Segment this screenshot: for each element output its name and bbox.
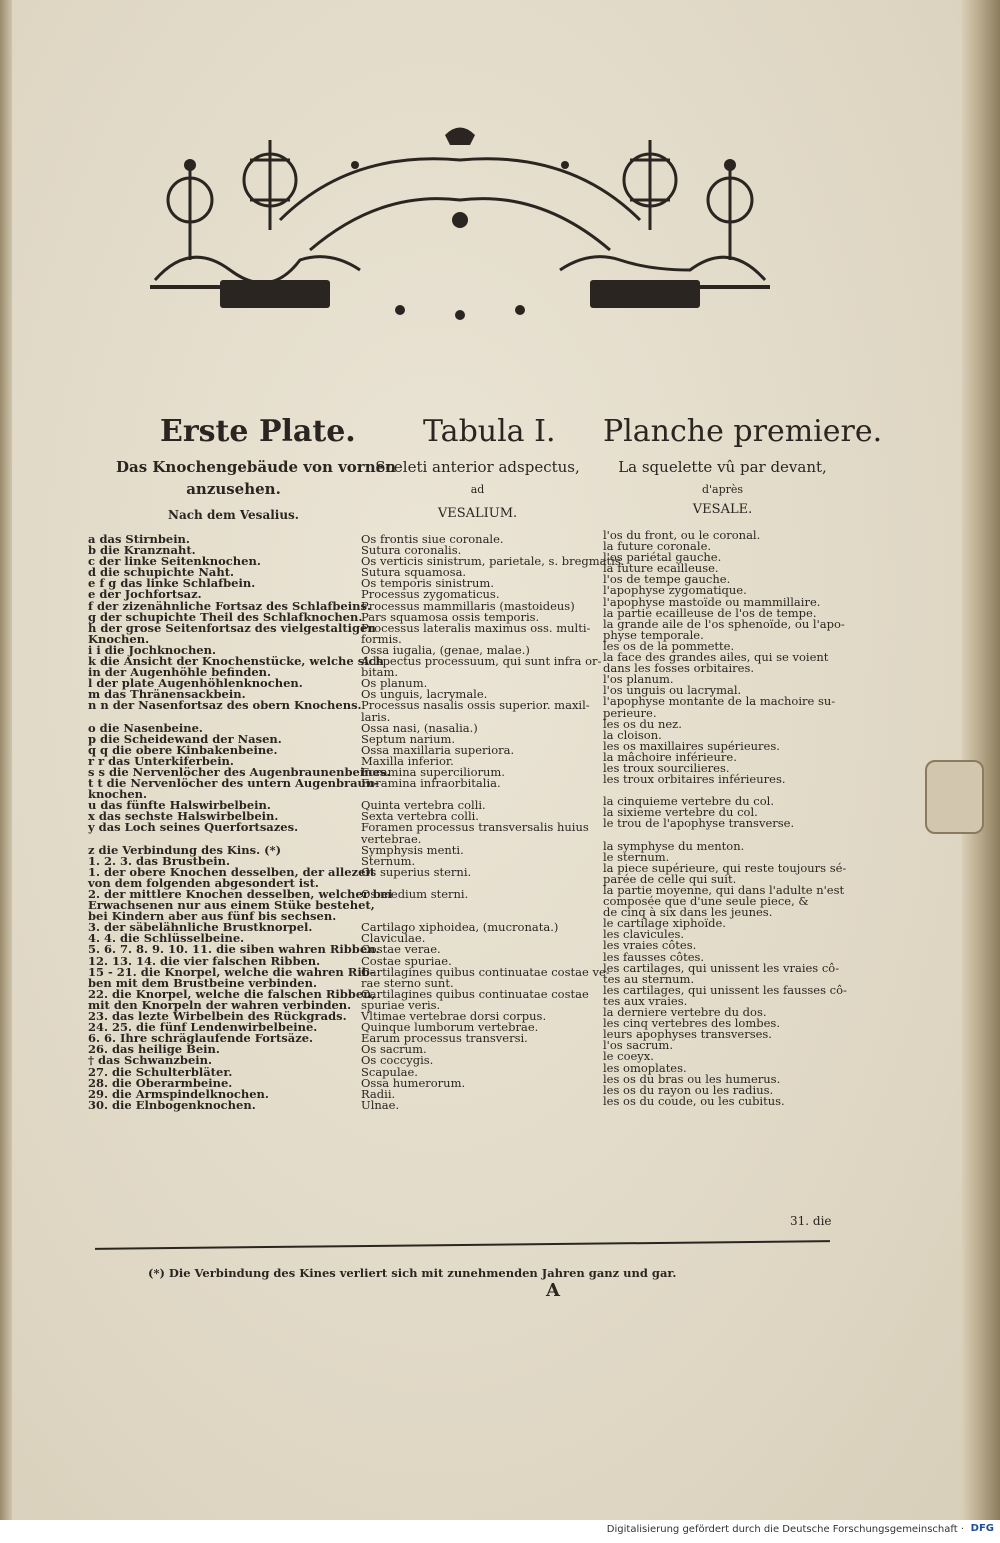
funding-credit: Digitalisierung gefördert durch die Deutsche Forschungsgemeinschaft · <box>606 1524 964 1535</box>
german-entry: z die Verbindung des Kins. (*) <box>88 842 282 857</box>
french-entry: la face des grandes ailes, qui se voient <box>603 650 829 665</box>
footnote: (*) Die Verbindung des Kines verliert sich mit zunehmenden Jahren ganz und gar. <box>148 1266 677 1280</box>
german-entry: Erwachsenen nur aus einem Stüke bestehet, <box>88 898 375 913</box>
latin-subtitle-2: ad <box>470 483 485 496</box>
french-entry: l'os du front, ou le coronal. <box>603 528 761 542</box>
latin-entry: laris. <box>361 709 391 724</box>
latin-entry: Foramen processus transversalis huius <box>361 820 589 835</box>
german-entry: k die Ansicht der Knochenstücke, welche sich <box>88 654 384 669</box>
french-entry: tes aux vraies. <box>603 993 688 1008</box>
latin-entry: Ossa maxillaria superiora. <box>361 742 515 757</box>
french-entry: leurs apophyses transverses. <box>603 1027 772 1042</box>
latin-entry: Cartilagines quibus continuatae costae ve- <box>361 964 610 979</box>
latin-entry: Cartilagines quibus continuatae costae <box>361 986 589 1001</box>
french-entry: la cinquieme vertebre du col. <box>603 794 775 809</box>
french-entry: l'os de tempe gauche. <box>603 572 731 587</box>
german-entry: i i die Jochknochen. <box>88 642 216 657</box>
latin-entry: Sexta vertebra colli. <box>361 809 479 824</box>
french-entry: les os de la pommette. <box>603 638 735 653</box>
german-subtitle-1: Das Knochengebäude von vornen <box>116 458 397 476</box>
latin-entry: Os sacrum. <box>361 1042 427 1057</box>
latin-entry: Costae spuriae. <box>361 953 452 968</box>
french-entry: les vraies côtes. <box>603 938 697 953</box>
french-entry: le cartilage xiphoïde. <box>603 916 726 931</box>
french-entry: les os maxillaires supérieures. <box>603 738 780 753</box>
french-entry: les clavicules. <box>603 927 685 942</box>
latin-entry: Quinta vertebra colli. <box>361 798 486 813</box>
latin-entry: Processus zygomaticus. <box>361 587 500 602</box>
french-entry: le trou de l'apophyse transverse. <box>603 816 795 831</box>
latin-entry: Os unguis, lacrymale. <box>361 687 488 702</box>
german-entry: 29. die Armspindelknochen. <box>88 1086 269 1101</box>
german-entry: mit den Knorpeln der wahren verbinden. <box>88 997 352 1012</box>
german-entry: 1. 2. 3. das Brustbein. <box>88 853 231 868</box>
latin-entry: Claviculae. <box>361 931 426 946</box>
latin-entry: Sternum. <box>361 853 416 868</box>
german-entry: 6. 6. Ihre schräglaufende Fortsäze. <box>88 1031 314 1046</box>
german-entry: knochen. <box>88 787 148 802</box>
german-entry: † das Schwanzbein. <box>88 1053 212 1068</box>
german-title: Erste Plate. <box>160 414 356 449</box>
latin-entry: Adspectus processuum, qui sunt infra or- <box>361 654 602 669</box>
french-entry: les cartilages, qui unissent les fausses cô- <box>603 982 847 997</box>
french-title: Planche premiere. <box>603 414 883 449</box>
german-entry: in der Augenhöhle befinden. <box>88 665 272 680</box>
french-entry: les omoplates. <box>603 1060 687 1075</box>
french-entry: l'os pariétal gauche. <box>603 550 722 565</box>
french-entry: l'os planum. <box>603 672 674 687</box>
bookmark-tab <box>925 760 984 834</box>
latin-entry <box>361 900 601 911</box>
french-entry: les os du rayon ou les radius. <box>603 1082 774 1097</box>
french-entry: la piece supérieure, qui reste toujours sé- <box>603 860 847 875</box>
latin-entry: Cartilago xiphoidea, (mucronata.) <box>361 920 559 935</box>
french-entry: la future coronale. <box>603 539 712 554</box>
dfg-logo: DFG <box>970 1523 994 1534</box>
latin-entry: Os medium sterni. <box>361 887 469 901</box>
german-entry: r r das Unterkiferbein. <box>88 753 234 768</box>
latin-title: Tabula I. <box>423 414 556 449</box>
latin-entry: Sutura squamosa. <box>361 565 467 580</box>
latin-entry: Os planum. <box>361 676 428 691</box>
latin-entry: Symphysis menti. <box>361 842 464 857</box>
catchword: 31. die <box>790 1214 832 1228</box>
latin-entry: vertebrae. <box>361 831 422 846</box>
german-entry: 2. der mittlere Knochen desselben, welcher bei <box>88 887 393 901</box>
german-entry: 28. die Oberarmbeine. <box>88 1075 233 1090</box>
french-entry: l'os sacrum. <box>603 1038 673 1053</box>
german-entry: n n der Nasenfortsaz des obern Knochens. <box>88 698 362 713</box>
german-entry: q q die obere Kinbakenbeine. <box>88 742 278 757</box>
french-entry: les cartilages, qui unissent les vraies cô- <box>603 960 840 975</box>
german-entry: 15 - 21. die Knorpel, welche die wahren Rib- <box>88 964 375 979</box>
german-entry: 12. 13. 14. die vier falschen Ribben. <box>88 953 321 968</box>
german-entry: a das Stirnbein. <box>88 532 190 546</box>
latin-entry: Os verticis sinistrum, parietale, s. bregmatis. <box>361 554 625 569</box>
french-entry: la future ecailleuse. <box>603 561 719 576</box>
latin-entry: Foramina infraorbitalia. <box>361 776 501 791</box>
german-entry: u das fünfte Halswirbelbein. <box>88 798 271 813</box>
latin-entry: Costae verae. <box>361 942 441 957</box>
french-entry: l'apophyse zygomatique. <box>603 583 747 598</box>
german-entry: m das Thränensackbein. <box>88 687 246 702</box>
german-entry: d die schupichte Naht. <box>88 565 235 580</box>
german-entry: e f g das linke Schlafbein. <box>88 576 256 591</box>
latin-entry: Ossa iugalia, (genae, malae.) <box>361 642 530 657</box>
french-entry: la grande aile de l'os sphenoïde, ou l'apo- <box>603 616 845 631</box>
german-subtitle-3: Nach dem Vesalius. <box>167 508 299 522</box>
french-entry: le sternum. <box>603 849 670 864</box>
german-entry: l der plate Augenhöhlenknochen. <box>88 676 303 691</box>
french-entry: parée de celle qui suit. <box>603 871 737 886</box>
latin-entry: Processus mammillaris (mastoideus) <box>361 598 575 613</box>
printer-signature: A <box>546 1280 560 1301</box>
french-entry: les fausses côtes. <box>603 949 705 964</box>
latin-entry: Scapulae. <box>361 1064 418 1079</box>
german-entry: b die Kranznaht. <box>88 543 196 558</box>
french-entry: les os du coude, ou les cubitus. <box>603 1093 785 1108</box>
german-entry: Knochen. <box>88 631 150 646</box>
german-entry: 30. die Elnbogenknochen. <box>88 1097 256 1112</box>
latin-entry: Maxilla inferior. <box>361 753 454 768</box>
french-entry: la sixieme vertebre du col. <box>603 805 758 820</box>
latin-entry: Ossa humerorum. <box>361 1075 466 1090</box>
german-entry: 23. das lezte Wirbelbein des Rückgrads. <box>88 1009 347 1024</box>
french-entry: composée que d'une seule piece, & <box>603 894 809 909</box>
german-entry: ben mit dem Brustbeine verbinden. <box>88 975 317 990</box>
latin-entry: Processus lateralis maximus oss. multi- <box>361 620 591 635</box>
german-entry: h der grose Seitenfortsaz des vielgestaltigen <box>88 620 376 635</box>
latin-entry: Radii. <box>361 1086 396 1101</box>
french-entry: la symphyse du menton. <box>603 838 745 853</box>
german-entry: 1. der obere Knochen desselben, der allezeit <box>88 864 376 879</box>
french-entry: l'os unguis ou lacrymal. <box>603 683 742 698</box>
page-gutter-shadow <box>0 0 12 1520</box>
latin-entry: Os coccygis. <box>361 1053 434 1068</box>
french-entry: les cinq vertebres des lombes. <box>603 1016 780 1031</box>
german-entry: bei Kindern aber aus fünf bis sechsen. <box>88 909 337 924</box>
french-entry: l'apophyse montante de la machoire su- <box>603 694 836 709</box>
latin-entry: Septum narium. <box>361 731 456 746</box>
latin-subtitle-3: VESALIUM. <box>437 506 518 521</box>
french-entry: les os du bras ou les humerus. <box>603 1071 781 1086</box>
latin-entry-list <box>361 532 625 1112</box>
german-entry: c der linke Seitenknochen. <box>88 554 261 569</box>
french-entry: tes au sternum. <box>603 971 695 986</box>
french-entry: l'apophyse mastoïde ou mammillaire. <box>603 594 821 609</box>
french-entry: la derniere vertebre du dos. <box>603 1005 767 1020</box>
latin-entry: Earum processus transversi. <box>361 1031 528 1046</box>
german-entry: x das sechste Halswirbelbein. <box>88 809 279 824</box>
french-entry: les troux orbitaires inférieures. <box>603 772 786 787</box>
latin-entry: Sutura coronalis. <box>361 543 462 558</box>
french-entry: perieure. <box>603 705 657 720</box>
latin-entry: Os temporis sinistrum. <box>361 576 494 591</box>
french-entry: les troux sourcilieres. <box>603 760 730 775</box>
latin-entry: rae sterno sunt. <box>361 975 454 990</box>
german-entry: von dem folgenden abgesondert ist. <box>88 875 319 890</box>
french-entry-list <box>603 528 847 1108</box>
french-entry: la partie moyenne, qui dans l'adulte n'est <box>603 883 845 897</box>
german-entry: t t die Nervenlöcher des untern Augenbraun- <box>88 776 380 791</box>
german-entry: o die Nasenbeine. <box>88 720 203 735</box>
german-entry: 4. 4. die Schlüsselbeine. <box>88 931 245 946</box>
german-entry: g der schupichte Theil des Schlafknochen. <box>88 609 363 624</box>
decorative-headpiece-ornament <box>150 120 770 330</box>
french-entry: les os du nez. <box>603 716 682 731</box>
french-entry: de cinq à six dans les jeunes. <box>603 905 773 920</box>
german-entry: 26. das heilige Bein. <box>88 1042 220 1057</box>
latin-entry: Foramina superciliorum. <box>361 764 505 779</box>
latin-entry: spuriae veris. <box>361 997 441 1012</box>
latin-entry: bitam. <box>361 665 399 680</box>
latin-entry: Os superius sterni. <box>361 864 472 879</box>
latin-entry: formis. <box>361 631 402 646</box>
french-entry: la partie ecailleuse de l'os de tempe. <box>603 605 817 620</box>
french-entry: le coeyx. <box>603 1049 654 1064</box>
latin-entry: Os frontis siue coronale. <box>361 532 504 546</box>
german-entry: e der Jochfortsaz. <box>88 587 202 602</box>
french-subtitle-2: d'après <box>701 483 744 496</box>
german-entry: p die Scheidewand der Nasen. <box>88 731 282 746</box>
french-entry: dans les fosses orbitaires. <box>603 661 755 676</box>
german-subtitle-2: anzusehen. <box>186 480 281 498</box>
german-entry: 3. der säbelähnliche Brustknorpel. <box>88 920 313 935</box>
french-entry: physe temporale. <box>603 627 704 642</box>
latin-subtitle-1: Sceleti anterior adspectus, <box>375 458 580 476</box>
french-entry: la mâchoire inférieure. <box>603 749 737 764</box>
french-subtitle-3: VESALE. <box>692 502 753 517</box>
german-entry: 5. 6. 7. 8. 9. 10. 11. die siben wahren Ribben. <box>88 942 380 957</box>
french-entry: la cloison. <box>603 727 662 742</box>
german-entry: s s die Nervenlöcher des Augenbraunenbeines. <box>88 764 391 779</box>
latin-entry: Ulnae. <box>361 1097 400 1112</box>
latin-entry: Ossa nasi, (nasalia.) <box>361 720 478 735</box>
latin-entry: Pars squamosa ossis temporis. <box>361 609 540 624</box>
german-entry: 27. die Schulterbläter. <box>88 1064 233 1079</box>
latin-entry: Vltimae vertebrae dorsi corpus. <box>361 1009 547 1024</box>
german-entry: y das Loch seines Querfortsazes. <box>88 820 299 835</box>
german-entry: 24. 25. die fünf Lendenwirbelbeine. <box>88 1020 318 1035</box>
latin-entry: Processus nasalis ossis superior. maxil- <box>361 698 590 713</box>
latin-entry: Quinque lumborum vertebrae. <box>361 1020 539 1035</box>
german-entry: f der zizenähnliche Fortsaz des Schlafbeins. <box>88 598 371 613</box>
french-subtitle-1: La squelette vû par devant, <box>618 458 827 476</box>
german-entry: 22. die Knorpel, welche die falschen Ribben, <box>88 986 376 1001</box>
